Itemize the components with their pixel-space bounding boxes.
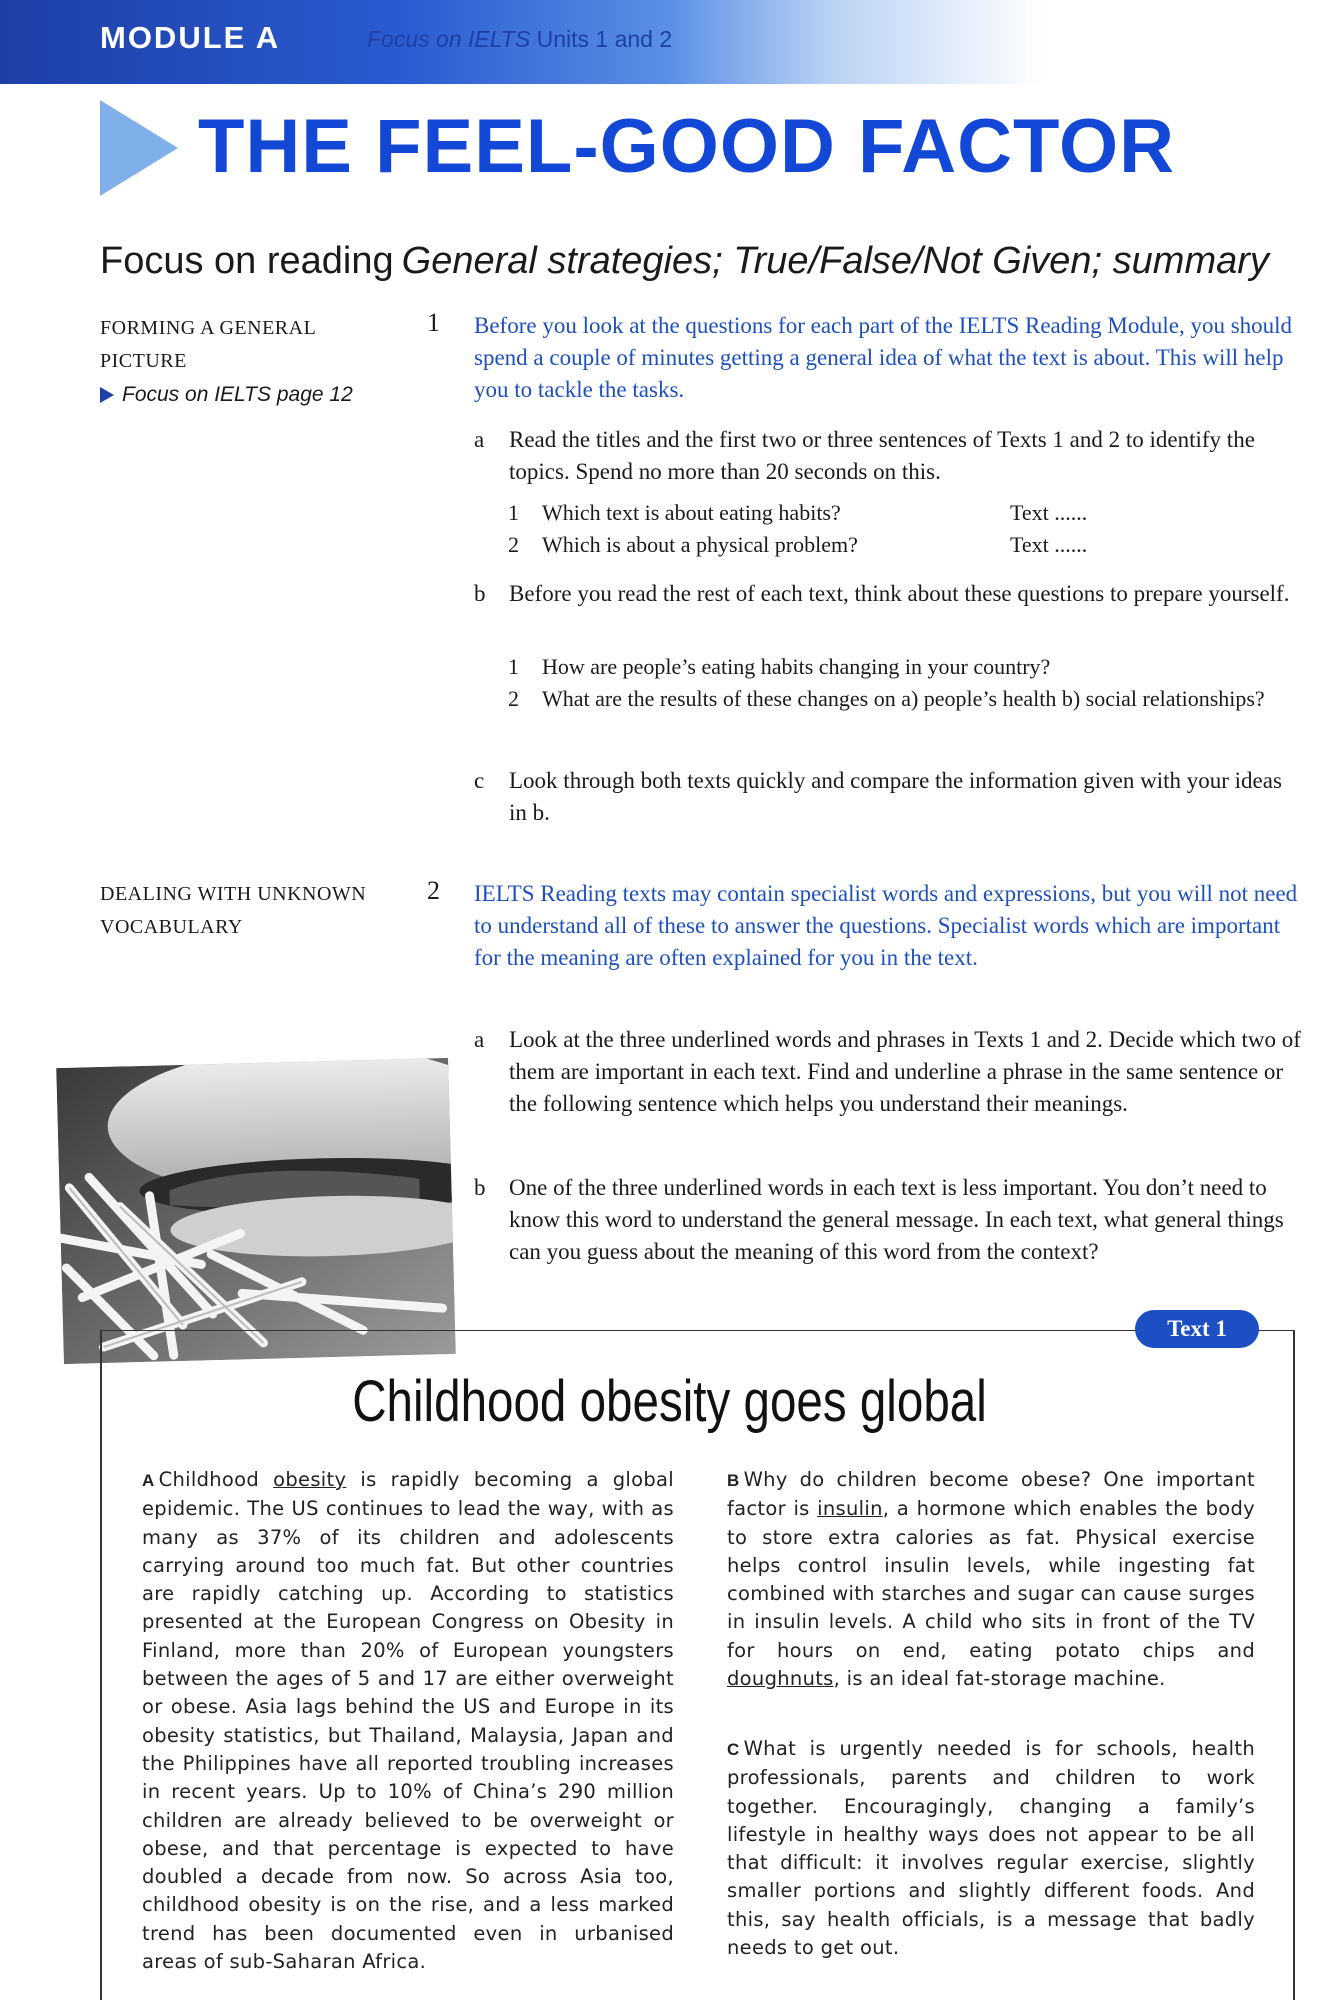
paragraph-text: Childhood xyxy=(158,1468,274,1491)
list-item-text: How are people’s eating habits changing in your country? xyxy=(542,654,1051,679)
item-text: Before you read the rest of each text, think about these questions to prepare yourself. xyxy=(509,581,1290,606)
paragraph-c xyxy=(727,1735,1255,1962)
side-heading-line1: DEALING WITH UNKNOWN xyxy=(100,883,367,905)
paragraph-text: is rapidly becoming a global epidemic. The US continues to lead the way, with as many as 37% of its children and adolescents carrying around too much fat. But other countries are rapidly catching up. According to statistics presented at the European Congress on Obesity in Finland, more than 20% of European youngsters between the ages of 5 and 17 are either overweight or obese. Asia lags behind the US and Europe in its obesity statistics, but Thailand, Malaysia, Japan and the Philippines have all reported troubling increases in recent years. Up to 10% of China’s 290 million children are already believed to be overweight or obese, and that percentage is expected to have doubled a decade from now. So across Asia too, childhood obesity is on the rise, and a less marked trend has been documented even in urbanised areas of sub-Saharan Africa. xyxy=(142,1468,675,1974)
item-label: b xyxy=(474,1175,486,1200)
focus-label: Focus on reading xyxy=(100,240,394,282)
burger-fries-photo xyxy=(56,1058,456,1364)
question-number-2: 2 xyxy=(427,876,440,905)
list-item xyxy=(508,651,1308,683)
list-item xyxy=(508,497,1308,529)
item-2a xyxy=(474,1024,1304,1120)
title-arrow-icon xyxy=(100,100,178,196)
list-item-number: 1 xyxy=(508,500,519,525)
list-item xyxy=(508,683,1308,715)
paragraph-text: What is urgently needed is for schools, health professionals, parents and children to work together. Encouragingly, changing a family’s lifestyle in healthy ways does not appear to be all that difficult: it involves regular exercise, slightly smaller portions and slightly different foods. And this, say health officials, is a message that badly needs to get out. xyxy=(727,1737,1255,1960)
article-title: Childhood obesity goes global xyxy=(352,1369,987,1434)
side-heading-line2: PICTURE xyxy=(100,350,187,372)
item-1c xyxy=(474,765,1304,829)
units-text: Units 1 and 2 xyxy=(536,26,673,52)
item-text: Look through both texts quickly and compare the information given with your ideas in b. xyxy=(509,768,1282,825)
paragraph-label: C xyxy=(727,1740,740,1759)
sidebar-unknown-vocabulary xyxy=(100,878,366,944)
side-heading-line1: FORMING A GENERAL xyxy=(100,317,317,339)
side-heading-line2: VOCABULARY xyxy=(100,916,243,938)
underlined-word-obesity: obesity xyxy=(273,1468,347,1491)
instruction-2: IELTS Reading texts may contain specialist words and expressions, but you will not need to understand all of these to answer the questions. Specialist words which are important for the meaning are often explained for you in the text. xyxy=(474,881,1298,970)
list-item-number: 2 xyxy=(508,686,519,711)
side-reference xyxy=(100,378,353,411)
module-label: MODULE A xyxy=(100,20,281,55)
list-item-text: Which text is about eating habits? xyxy=(542,500,841,525)
item-label: c xyxy=(474,768,485,793)
item-1a xyxy=(474,424,1304,488)
item-text: Read the titles and the first two or three sentences of Texts 1 and 2 to identify the topics. Spend no more than 20 seconds on this. xyxy=(509,427,1255,484)
item-label: b xyxy=(474,581,486,606)
module-banner xyxy=(0,0,1339,84)
item-label: a xyxy=(474,427,485,452)
list-item xyxy=(508,529,1308,561)
paragraph-text: , a hormone which enables the body to store extra calories as fat. Physical exercise helps control insulin levels, while ingesting fat combined with starches and sugar can cause surges in insulin levels. A child who sits in front of the TV for hours on end, eating potato chips and xyxy=(727,1497,1256,1662)
list-item-text: What are the results of these changes on a) people’s health b) social relationships? xyxy=(542,686,1265,711)
item-1b xyxy=(474,578,1304,610)
page-title: THE FEEL-GOOD FACTOR xyxy=(198,104,1176,189)
answer-blank: Text ...... xyxy=(1010,500,1088,525)
list-item-number: 2 xyxy=(508,532,519,557)
item-2b xyxy=(474,1172,1304,1268)
text1-badge: Text 1 xyxy=(1135,1310,1259,1348)
focus-strategies: General strategies; True/False/Not Given; summary xyxy=(401,240,1269,282)
units-label xyxy=(367,26,672,53)
paragraph-text: Why do children become obese? One important factor is xyxy=(727,1468,1255,1521)
burger-fries-illustration xyxy=(56,1058,456,1364)
list-item-text: Which is about a physical problem? xyxy=(542,532,858,557)
focus-heading xyxy=(100,240,1269,283)
focus-on-ielts-italic: Focus on IELTS xyxy=(367,26,531,52)
underlined-word-doughnuts: doughnuts xyxy=(727,1667,834,1691)
paragraph-text: , is an ideal fat-storage machine. xyxy=(833,1667,1166,1691)
instruction-1: Before you look at the questions for each part of the IELTS Reading Module, you should spend a couple of minutes getting a general idea of what the text is about. This will help you to tackle the tasks. xyxy=(474,313,1293,402)
item-label: a xyxy=(474,1027,485,1052)
paragraph-label: B xyxy=(727,1471,740,1490)
sidebar-forming-general-picture xyxy=(100,312,353,411)
answer-blank: Text ...... xyxy=(1010,532,1088,557)
paragraph-b xyxy=(727,1466,1255,1693)
item-text: Look at the three underlined words and phrases in Texts 1 and 2. Decide which two of them are important in each text. Find and underline a phrase in the same sentence or the following sentence which helps you understand their meanings. xyxy=(509,1027,1301,1116)
paragraph-a xyxy=(142,1466,674,1976)
item-text: One of the three underlined words in each text is less important. You don’t need to know this word to understand the general message. In each text, what general things can you guess about the meaning of this word from the context? xyxy=(509,1175,1284,1264)
triangle-icon xyxy=(100,387,114,403)
paragraph-label: A xyxy=(142,1471,155,1490)
underlined-word-insulin: insulin xyxy=(817,1497,883,1521)
side-reference-text: Focus on IELTS page 12 xyxy=(122,383,353,406)
list-item-number: 1 xyxy=(508,654,519,679)
question-number-1: 1 xyxy=(427,308,440,337)
